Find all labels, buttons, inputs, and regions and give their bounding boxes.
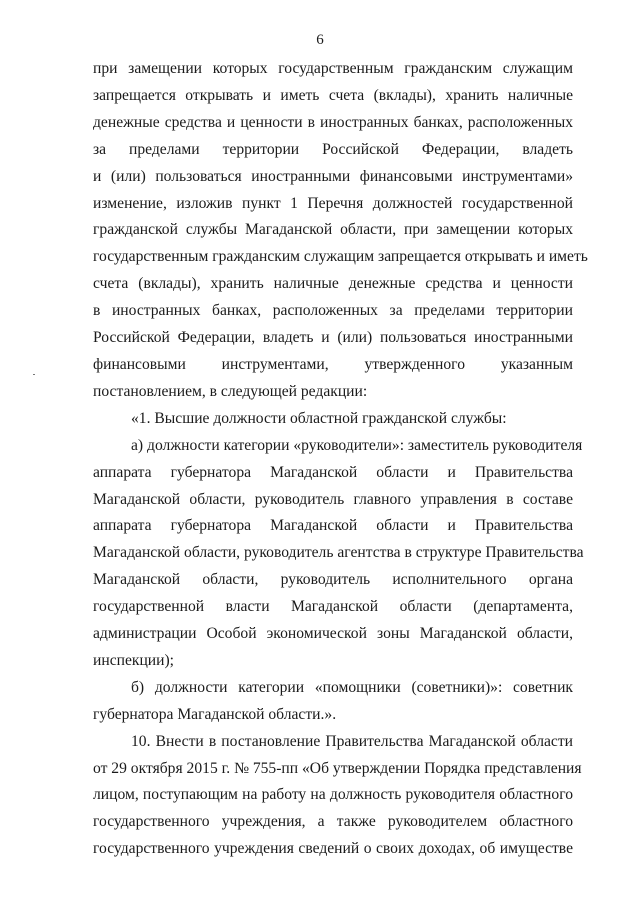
text-line: б) должности категории «помощники (советники)»: советник [131, 678, 573, 696]
text-line: изменение, изложив пункт 1 Перечня должностей государственной [93, 194, 573, 212]
text-line: при замещении которых государственным гражданским служащим [93, 60, 573, 77]
text-line: Российской Федерации, владеть и (или) пользоваться иностранными [93, 329, 573, 347]
text-line: 10. Внести в постановление Правительства Магаданской области [131, 732, 573, 750]
text-line: в иностранных банках, расположенных за пределами территории [93, 302, 573, 320]
text-line: за пределами территории Российской Федерации, владеть [93, 140, 573, 158]
text-line: Магаданской области, руководитель агентства в структуре Правительства [93, 544, 584, 562]
text-line: аппарата губернатора Магаданской области и Правительства [93, 463, 573, 481]
text-line: постановлением, в следующей редакции: [93, 382, 368, 400]
text-line: лицом, поступающим на работу на должность руководителя областного [93, 786, 573, 804]
text-line: запрещается открывать и иметь счета (вклады), хранить наличные [93, 86, 573, 104]
text-line: администрации Особой экономической зоны Магаданской области, [93, 625, 573, 643]
text-line: гражданской службы Магаданской области, при замещении которых [93, 221, 573, 239]
text-line: государственной власти Магаданской области (департамента, [93, 598, 573, 616]
text-line: государственного учреждения, а также руководителем областного [93, 813, 573, 831]
text-line: финансовыми инструментами, утвержденного указанным [93, 355, 573, 373]
margin-mark [33, 374, 35, 375]
page-number: 6 [316, 32, 324, 48]
text-line: аппарата губернатора Магаданской области и Правительства [93, 517, 573, 535]
text-line: а) должности категории «руководители»: заместитель руководителя [131, 436, 583, 454]
text-line: счета (вклады), хранить наличные денежные средства и ценности [93, 275, 573, 293]
text-line: от 29 октября 2015 г. № 755-пп «Об утверждении Порядка представления [93, 759, 582, 777]
text-line: губернатора Магаданской области.». [93, 705, 337, 723]
text-line: денежные средства и ценности в иностранных банках, расположенных [93, 113, 573, 131]
text-line: Магаданской области, руководитель главного управления в составе [93, 490, 573, 508]
text-line: Магаданской области, руководитель исполнительного органа [93, 571, 573, 589]
text-line: государственного учреждения сведений о своих доходах, об имуществе [93, 840, 573, 858]
text-line: государственным гражданским служащим запрещается открывать и иметь [93, 248, 588, 266]
text-line: и (или) пользоваться иностранными финансовыми инструментами» [93, 167, 573, 185]
text-line: инспекции); [93, 651, 175, 669]
document-body [93, 56, 588, 863]
text-line: «1. Высшие должности областной гражданской службы: [131, 409, 507, 427]
